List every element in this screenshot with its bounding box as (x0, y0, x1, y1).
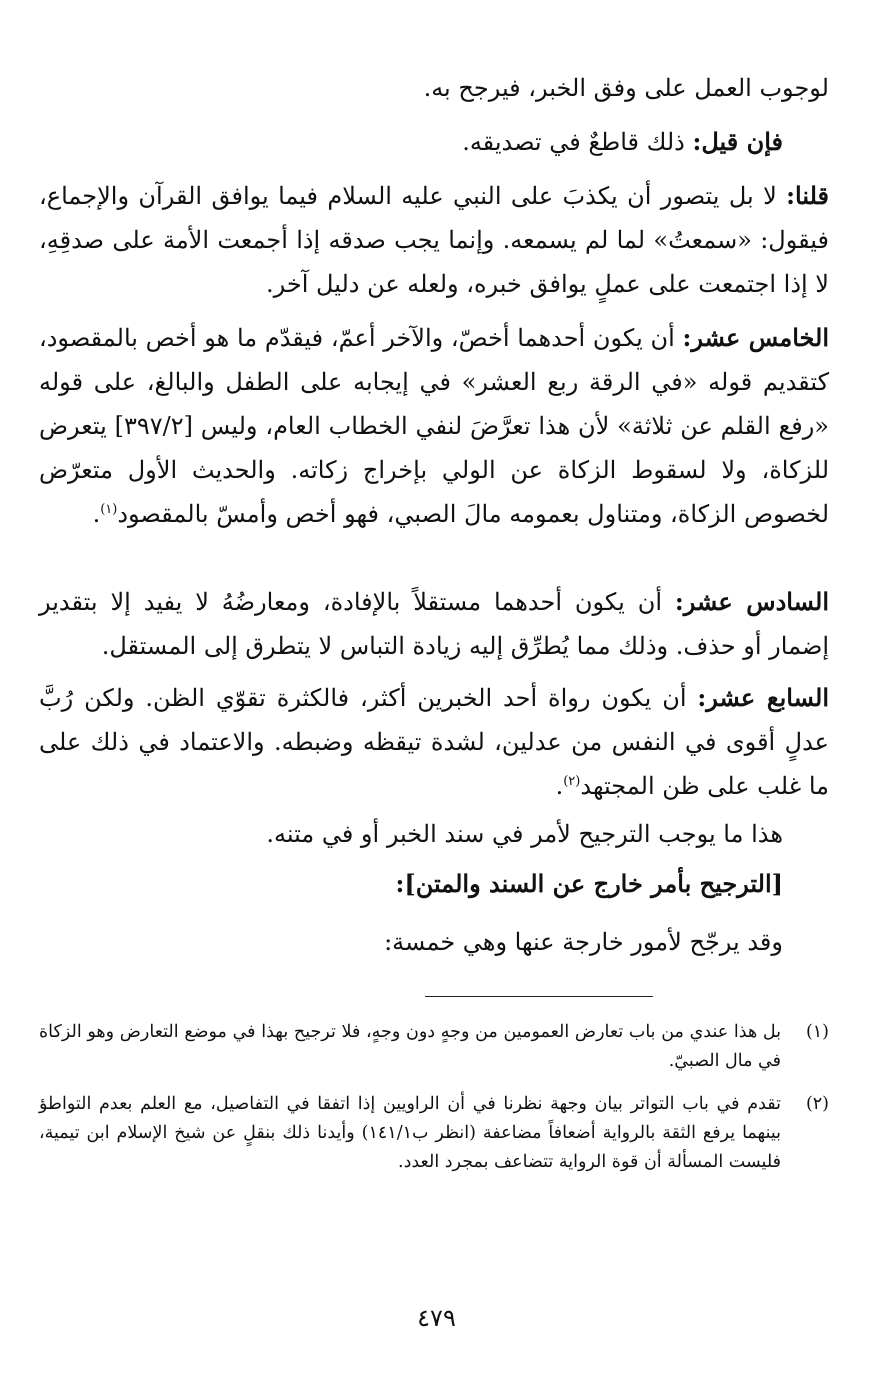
paragraph-lead: الخامس عشر: (682, 323, 829, 352)
paragraph-fifteenth: الخامس عشر: أن يكون أحدهما أخصّ، والآخر أعمّ، فيقدّم ما هو أخص بالمقصود، كتقديم قوله «في الرقة ربع العشر» في إيجابه على الطفل والبالغ، على قوله «رفع القلم عن ثلاثة» لأن هذا تعرَّضَ لنفي الخطاب العام، وليس [٣٩٧/٢] يتعرض للزكاة، ولا لسقوط الزكاة عن الولي بإخراج زكاته. والحديث الأول متعرّض لخصوص الزكاة، ومتناول بعمومه مالَ الصبي، فهو أخص وأمسّ بالمقصود$^{(١)}$. (39, 323, 829, 528)
paragraph-text: وقد يرجّح لأمور خارجة عنها وهي خمسة: (384, 928, 783, 956)
paragraph-summary (39, 812, 783, 856)
footnote-ref: (١) (100, 502, 118, 517)
section-heading-text: [الترجيح بأمر خارج عن السند والمتن]: (395, 869, 783, 898)
paragraph-text: أن يكون أحدهما أخصّ، والآخر أعمّ، فيقدّم ما هو أخص بالمقصود، كتقديم قوله «في الرقة ربع العشر» في إيجابه على الطفل والبالغ، على قوله «رفع القلم عن ثلاثة» لأن هذا تعرَّضَ لنفي الخطاب العام، وليس [٣٩٧/٢] يتعرض للزكاة، ولا لسقوط الزكاة عن الولي بإخراج زكاته. والحديث الأول متعرّض لخصوص الزكاة، ومتناول بعمومه مالَ الصبي، فهو أخص وأمسّ بالمقصود (39, 324, 829, 528)
paragraph-lead: فإن قيل: (692, 127, 783, 156)
section-heading (39, 862, 783, 906)
paragraph-continuation (39, 66, 829, 110)
paragraph-text: أن يكون رواة أحد الخبرين أكثر، فالكثرة تقوّي الظن. ولكن رُبَّ عدلٍ أقوى في النفس من عدلين، لشدة تيقظه وضبطه. والاعتماد في ذلك على ما غلب على ظن المجتهد (39, 684, 829, 800)
footnote-2 (39, 1090, 829, 1177)
footnote-text: تقدم في باب التواتر بيان وجهة نظرنا في أن الراويين إذا اتفقا في التفاصيل، مع العلم بعدم التواطؤ بينهما يرفع الثقة بالرواية أضعافاً مضاعفة (انظر ب١٤١/١) وأيدنا ذلك بنقلٍ عن شيخ الإسلام ابن تيمية، فليست المسألة أن قوة الرواية تتضاعف بمجرد العدد. (39, 1094, 782, 1172)
page-number: ٤٧٩ (417, 1304, 456, 1332)
paragraph-lead: قلنا: (786, 181, 829, 210)
footnote-separator (425, 996, 653, 997)
paragraph-reply (39, 174, 829, 306)
paragraph-text: هذا ما يوجب الترجيح لأمر في سند الخبر أو في متنه. (266, 820, 783, 848)
footnote-ref: (٢) (563, 774, 581, 789)
paragraph-seventeenth: السابع عشر: أن يكون رواة أحد الخبرين أكثر، فالكثرة تقوّي الظن. ولكن رُبَّ عدلٍ أقوى في النفس من عدلين، لشدة تيقظه وضبطه. والاعتماد في ذلك على ما غلب على ظن المجتهد$^{(٢)}$. (39, 683, 829, 800)
footnote-number: (١) (805, 1022, 829, 1042)
paragraph-text: ذلك قاطعٌ في تصديقه. (462, 128, 693, 156)
footnote-1 (39, 1018, 829, 1076)
footnote-text: بل هذا عندي من باب تعارض العمومين من وجهٍ دون وجهٍ، فلا ترجيح بهذا في موضع التعارض وهو الزكاة في مال الصبيّ. (39, 1022, 781, 1071)
paragraph-lead: السابع عشر: (697, 683, 829, 712)
paragraph-text: أن يكون أحدهما مستقلاً بالإفادة، ومعارضُهُ لا يفيد إلا بتقدير إضمار أو حذف. وذلك مما يُطرِّق إليه زيادة التباس لا يتطرق إلى المستقل. (39, 588, 829, 660)
paragraph-text: لا بل يتصور أن يكذبَ على النبي عليه السلام فيما يوافق القرآن والإجماع، فيقول: «سمعتُ» لما لم يسمعه. وإنما يجب صدقه إذا أجمعت الأمة على صدقِهِ، لا إذا اجتمعت على عملٍ يوافق خبره، ولعله عن دليل آخر. (39, 182, 829, 298)
paragraph-objection (39, 120, 783, 164)
paragraph-sixteenth (39, 580, 829, 668)
footnote-number: (٢) (805, 1094, 829, 1114)
paragraph-lead: السادس عشر: (674, 587, 829, 616)
paragraph-intro (39, 920, 783, 964)
paragraph-text: لوجوب العمل على وفق الخبر، فيرجح به. (423, 74, 829, 102)
